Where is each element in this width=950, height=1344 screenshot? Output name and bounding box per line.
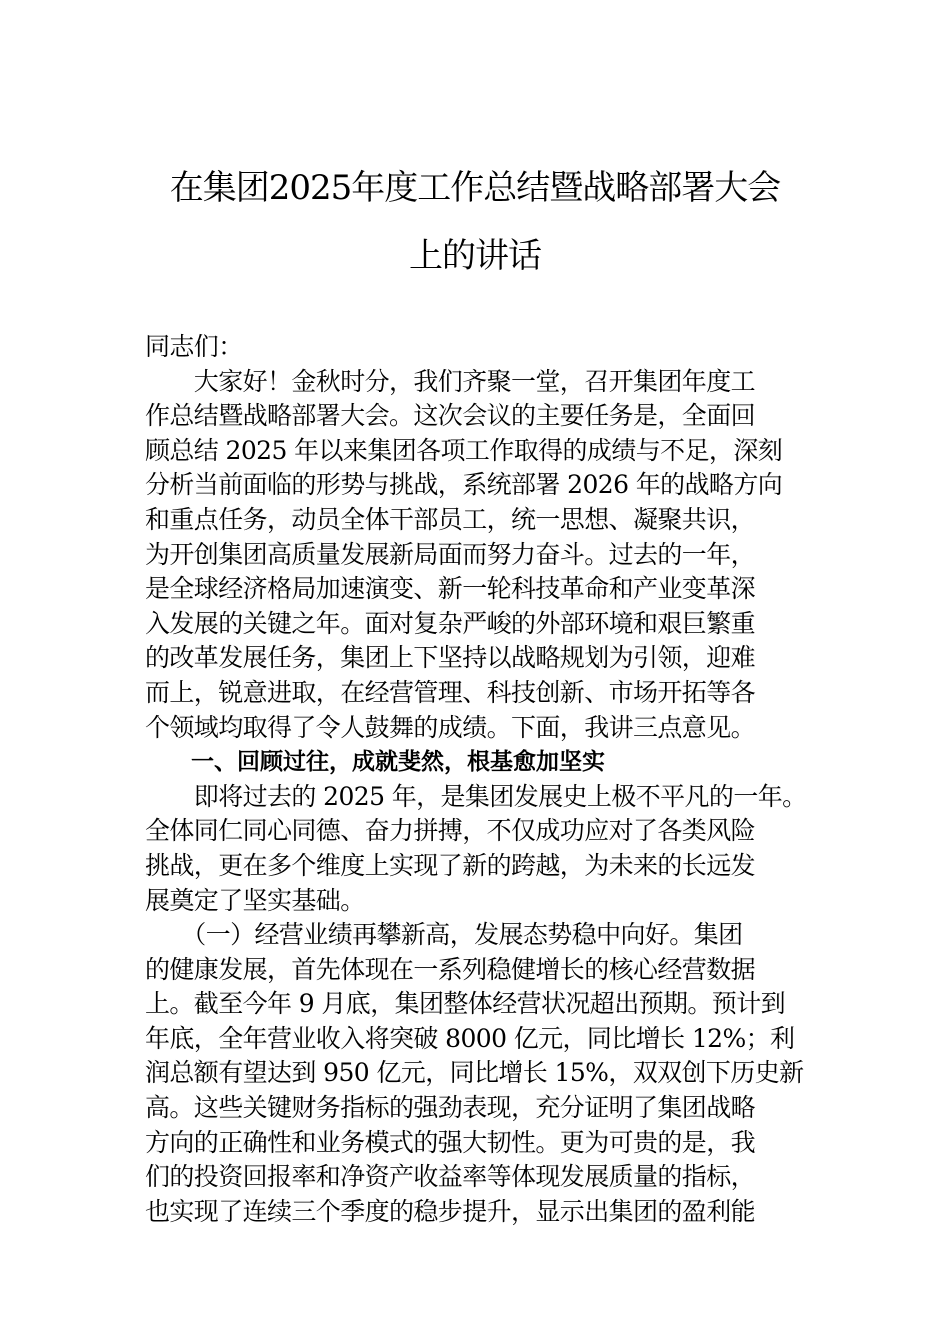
body-line: 们的投资回报率和净资产收益率等体现发展质量的指标， [145,1162,756,1192]
body-line: 润总额有望达到 950 亿元，同比增长 15%，双双创下历史新 [145,1058,804,1088]
body-line: 为开创集团高质量发展新局面而努力奋斗。过去的一年， [145,539,756,569]
body-line: 的健康发展，首先体现在一系列稳健增长的核心经营数据 [145,954,756,984]
document-title-line-2: 上的讲话 [409,236,541,276]
body-line: 展奠定了坚实基础。 [145,885,365,915]
body-line: 是全球经济格局加速演变、新一轮科技革命和产业变革深 [145,574,756,604]
document-title-line-1: 在集团2025年度工作总结暨战略部署大会 [169,168,781,208]
body-line: 年底，全年营业收入将突破 8000 亿元，同比增长 12%；利 [145,1023,795,1053]
body-line: 和重点任务，动员全体干部员工，统一思想、凝聚共识， [145,504,756,534]
body-line: 作总结暨战略部署大会。这次会议的主要任务是，全面回 [145,401,756,431]
body-line: 入发展的关键之年。面对复杂严峻的外部环境和艰巨繁重 [145,608,756,638]
body-line: 大家好！金秋时分，我们齐聚一堂，召开集团年度工 [145,366,756,396]
body-line: 全体同仁同心同德、奋力拼搏，不仅成功应对了各类风险 [145,816,756,846]
body-line: 而上，锐意进取，在经营管理、科技创新、市场开拓等各 [145,677,756,707]
body-line: 的改革发展任务，集团上下坚持以战略规划为引领，迎难 [145,643,756,673]
body-line: 方向的正确性和业务模式的强大韧性。更为可贵的是，我 [145,1127,756,1157]
body-line: 也实现了连续三个季度的稳步提升，显示出集团的盈利能 [145,1196,756,1226]
document-body [145,330,825,1229]
body-line: （一）经营业绩再攀新高，发展态势稳中向好。集团 [145,920,743,950]
body-line: 顾总结 2025 年以来集团各项工作取得的成绩与不足，深刻 [145,435,783,465]
salutation: 同志们： [145,332,243,361]
body-line: 高。这些关键财务指标的强劲表现，充分证明了集团战略 [145,1093,756,1123]
section-heading: 一、回顾过往，成就斐然，根基愈加坚实 [145,749,605,776]
body-line: 个领域均取得了令人鼓舞的成绩。下面，我讲三点意见。 [145,712,756,742]
body-line: 分析当前面临的形势与挑战，系统部署 2026 年的战略方向 [145,470,783,500]
body-line: 即将过去的 2025 年，是集团发展史上极不平凡的一年。 [145,781,807,811]
body-line: 上。截至今年 9 月底，集团整体经营状况超出预期。预计到 [145,989,786,1019]
body-line: 挑战，更在多个维度上实现了新的跨越，为未来的长远发 [145,850,756,880]
